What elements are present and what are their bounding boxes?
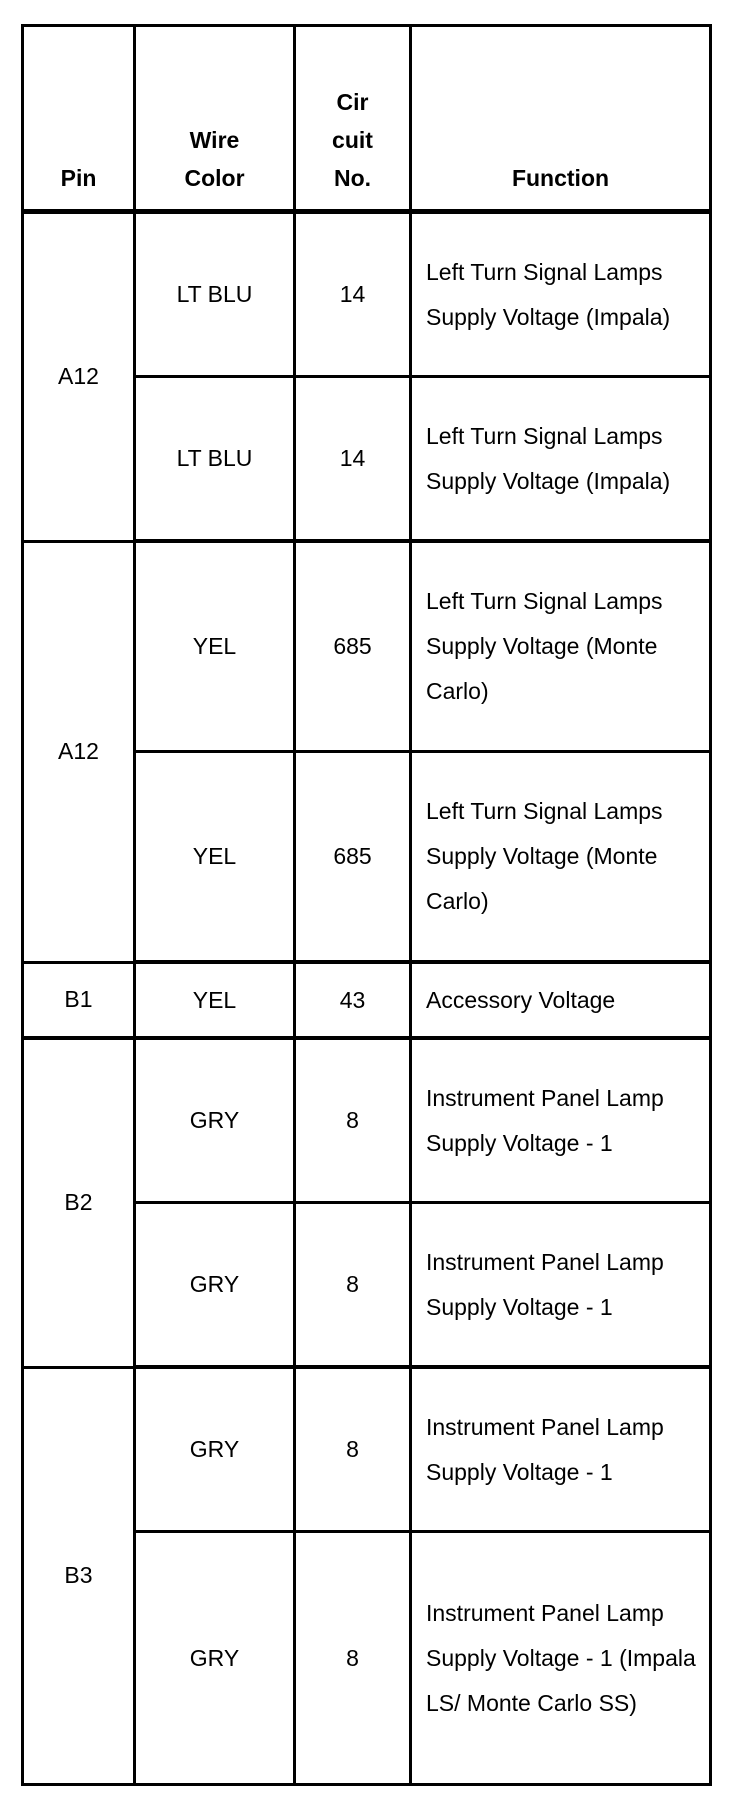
pin-cell: B3	[23, 1367, 135, 1785]
wire-color-cell: GRY	[135, 1203, 295, 1368]
header-circuit-line2: cuit	[332, 127, 373, 153]
header-function	[411, 26, 711, 212]
wire-color-cell: GRY	[135, 1038, 295, 1203]
circuit-cell: 43	[295, 962, 411, 1038]
circuit-cell: 685	[295, 752, 411, 963]
table-body	[23, 212, 711, 1785]
function-cell: Left Turn Signal Lamps Supply Voltage (Monte Carlo)	[411, 752, 711, 963]
table-row	[23, 212, 711, 377]
pin-cell: A12	[23, 541, 135, 962]
function-cell: Instrument Panel Lamp Supply Voltage - 1	[411, 1038, 711, 1203]
header-circuit-line1: Cir	[336, 89, 369, 115]
header-pin	[23, 26, 135, 212]
circuit-cell: 8	[295, 1038, 411, 1203]
function-cell: Instrument Panel Lamp Supply Voltage - 1	[411, 1367, 711, 1532]
circuit-cell: 8	[295, 1532, 411, 1785]
header-circuit-no	[295, 26, 411, 212]
header-circuit-line3: No.	[333, 165, 372, 191]
pin-cell: B1	[23, 962, 135, 1038]
wire-color-cell: GRY	[135, 1367, 295, 1532]
header-pin-label: Pin	[60, 165, 97, 191]
connector-pin-table	[21, 24, 712, 1786]
wire-color-cell: YEL	[135, 541, 295, 752]
table-row	[23, 1038, 711, 1203]
function-cell: Left Turn Signal Lamps Supply Voltage (Monte Carlo)	[411, 541, 711, 752]
header-wire-color-line2: Color	[184, 165, 245, 191]
header-wire-color	[135, 26, 295, 212]
pin-cell: B2	[23, 1038, 135, 1367]
circuit-cell: 8	[295, 1367, 411, 1532]
function-cell: Accessory Voltage	[411, 962, 711, 1038]
wire-color-cell: GRY	[135, 1532, 295, 1785]
wire-color-cell: LT BLU	[135, 212, 295, 377]
function-cell: Left Turn Signal Lamps Supply Voltage (Impala)	[411, 377, 711, 542]
table-row	[23, 1367, 711, 1532]
table-header	[23, 26, 711, 212]
circuit-cell: 14	[295, 377, 411, 542]
function-cell: Instrument Panel Lamp Supply Voltage - 1	[411, 1203, 711, 1368]
header-wire-color-line1: Wire	[189, 127, 240, 153]
table-row	[23, 962, 711, 1038]
header-row	[23, 26, 711, 212]
wire-color-cell: LT BLU	[135, 377, 295, 542]
pin-cell: A12	[23, 212, 135, 542]
wire-color-cell: YEL	[135, 752, 295, 963]
header-function-label: Function	[511, 165, 610, 191]
circuit-cell: 685	[295, 541, 411, 752]
circuit-cell: 8	[295, 1203, 411, 1368]
circuit-cell: 14	[295, 212, 411, 377]
wire-color-cell: YEL	[135, 962, 295, 1038]
function-cell: Instrument Panel Lamp Supply Voltage - 1 (Impala LS/ Monte Carlo SS)	[411, 1532, 711, 1785]
table-row	[23, 541, 711, 752]
function-cell: Left Turn Signal Lamps Supply Voltage (Impala)	[411, 212, 711, 377]
